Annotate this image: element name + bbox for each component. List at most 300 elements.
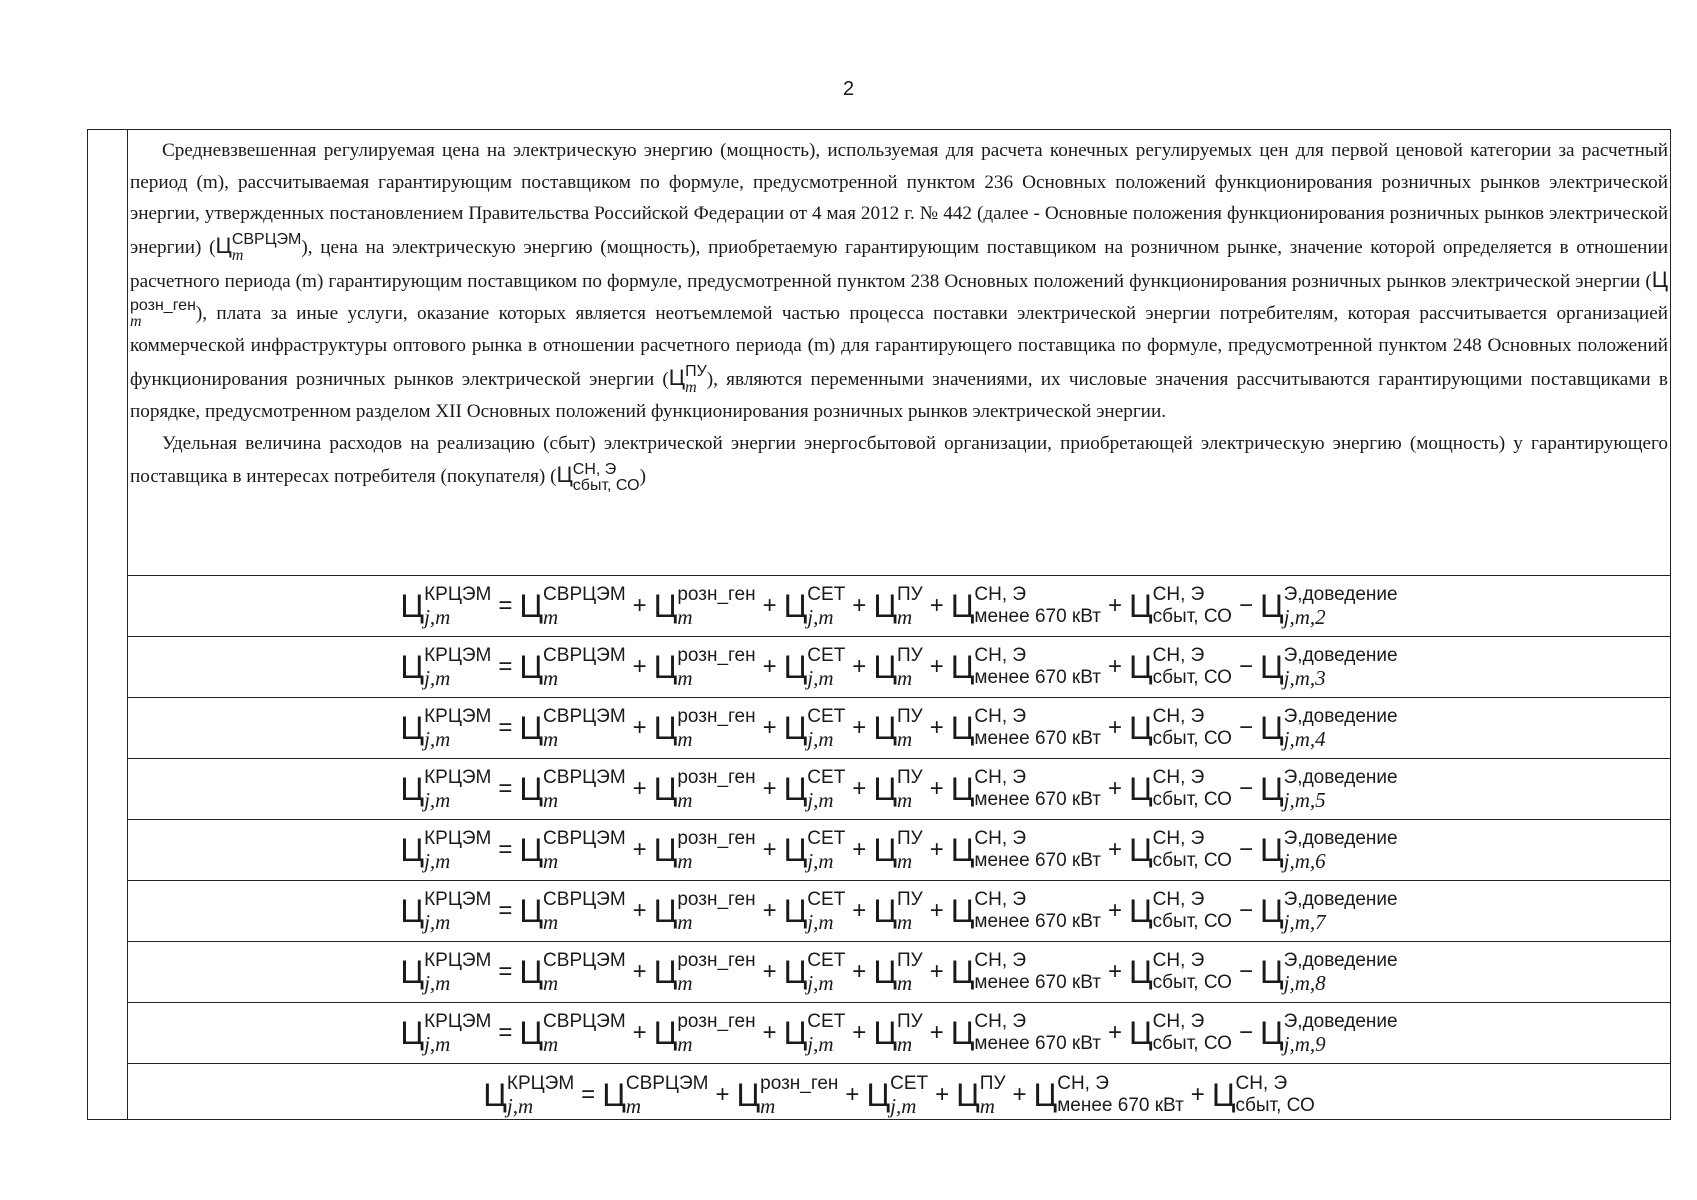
term-subscript: сбыт, СО	[1152, 972, 1232, 993]
term-subscript: j,m	[807, 849, 834, 873]
formula-term	[400, 1011, 491, 1055]
formula-term	[519, 767, 625, 811]
term-subscript: j,m	[424, 666, 451, 690]
symbol-c: Ц	[783, 893, 808, 929]
term-subscript: j,m	[424, 910, 451, 934]
term-subscript: m	[543, 727, 559, 751]
term-subscript: сбыт, СО	[1152, 667, 1232, 688]
symbol-c: Ц	[1129, 771, 1153, 807]
term-scripts	[897, 828, 923, 872]
term-scripts	[974, 828, 1101, 872]
term-subscript: j,m	[807, 727, 834, 751]
term-scripts	[677, 645, 755, 689]
symbol-c: Ц	[653, 1015, 678, 1051]
operator: +	[929, 775, 944, 802]
term-scripts	[507, 1073, 574, 1117]
term-scripts	[807, 828, 845, 872]
term-scripts	[543, 828, 626, 872]
term-superscript: ПУ	[896, 767, 923, 788]
term-superscript: СЕТ	[807, 889, 846, 910]
formula-row	[128, 1064, 1670, 1126]
term-subscript: менее 670 кВт	[1057, 1095, 1184, 1116]
operator: +	[632, 897, 647, 924]
term-scripts	[1284, 889, 1398, 933]
sub-m: m	[130, 313, 142, 331]
term-superscript: розн_ген	[677, 584, 756, 605]
operator: +	[929, 1019, 944, 1046]
formula-term	[519, 950, 625, 994]
term-scripts	[677, 889, 755, 933]
term-superscript: СЕТ	[807, 706, 846, 727]
symbol-c: Ц	[1259, 649, 1284, 685]
symbol-c: Ц	[873, 588, 897, 624]
symbol-c: Ц	[873, 771, 897, 807]
symbol-c: Ц	[653, 649, 678, 685]
formula-term	[873, 1011, 922, 1055]
term-subscript: m	[896, 727, 913, 751]
term-superscript: КРЦЭМ	[506, 1073, 575, 1094]
operator: +	[852, 775, 867, 802]
operator: +	[929, 897, 944, 924]
term-scripts	[424, 584, 491, 628]
formula-term	[1260, 645, 1398, 689]
symbol-c: Ц	[873, 893, 897, 929]
operator: +	[632, 958, 647, 985]
symbol-c: Ц	[1651, 267, 1668, 293]
symbol-c: Ц	[1259, 710, 1284, 746]
term-superscript: ПУ	[896, 645, 923, 666]
term-scripts	[1153, 584, 1232, 628]
term-subscript: сбыт, СО	[1235, 1095, 1315, 1116]
term-superscript: Э,доведение	[1283, 950, 1398, 971]
formula-term	[1129, 889, 1232, 933]
term-superscript: Э,доведение	[1283, 1011, 1398, 1032]
symbol-c: Ц	[736, 1077, 761, 1113]
operator: +	[762, 714, 777, 741]
formula-term	[519, 706, 625, 750]
formula	[400, 767, 1397, 811]
symbol-c: Ц	[956, 1077, 980, 1113]
term-superscript: СН, Э	[974, 706, 1027, 727]
sup-svrcem: СВРЦЭМ	[231, 231, 302, 249]
term-subscript: m	[896, 910, 913, 934]
operator: +	[632, 836, 647, 863]
term-scripts	[807, 889, 845, 933]
term-scripts	[1153, 889, 1232, 933]
operator: +	[1012, 1081, 1027, 1108]
formula-row	[128, 942, 1670, 1003]
symbol-c: Ц	[873, 832, 897, 868]
formula	[483, 1073, 1315, 1117]
term-subscript: j,m	[424, 849, 451, 873]
paragraph2-part1: Удельная величина расходов на реализацию (сбыт) электрической энергии энергосбытовой организации, приобретающей электрическую энергию (мощность) у гарантирующего поставщика в интересах потребителя (покупателя) (	[130, 432, 1668, 488]
formula-term	[873, 828, 922, 872]
operator: +	[762, 775, 777, 802]
term-subscript: сбыт, СО	[1152, 789, 1232, 810]
formula-term	[1260, 706, 1398, 750]
formula-term	[1260, 889, 1398, 933]
term-subscript: j,m	[807, 1032, 834, 1056]
term-scripts	[974, 950, 1101, 994]
formula-term	[951, 1011, 1101, 1055]
term-scripts	[974, 706, 1101, 750]
term-scripts	[543, 1011, 626, 1055]
term-scripts	[1153, 1011, 1232, 1055]
term-superscript: Э,доведение	[1283, 706, 1398, 727]
formula-term	[654, 584, 756, 628]
paragraph1-part2: ), цена на электрическую энергию (мощность), приобретаемую гарантирующим поставщиком на розничном рынке, значение которой определяется в отношении расчетного периода (m) гарантирующим поставщиком по формуле, предусмотренной пунктом 238 Основных положений функционирования розничных рынков электрической энергии (	[130, 236, 1668, 293]
formula-term	[873, 889, 922, 933]
operator: +	[762, 592, 777, 619]
term-subscript: менее 670 кВт	[974, 789, 1101, 810]
term-subscript: j,m	[807, 666, 834, 690]
operator: +	[1107, 897, 1122, 924]
term-superscript: розн_ген	[677, 645, 756, 666]
formula-term	[654, 706, 756, 750]
symbol-c: Ц	[1259, 771, 1284, 807]
term-superscript: Э,доведение	[1283, 889, 1398, 910]
left-column	[88, 130, 128, 1119]
operator: +	[632, 775, 647, 802]
term-scripts	[890, 1073, 928, 1117]
formula-term	[951, 950, 1101, 994]
formula-row	[128, 637, 1670, 698]
symbol-c: Ц	[400, 1015, 425, 1051]
formula-term	[784, 950, 846, 994]
symbol-c: Ц	[400, 588, 425, 624]
term-superscript: СН, Э	[1152, 767, 1205, 788]
term-subscript: m	[543, 1032, 559, 1056]
formula-term	[951, 828, 1101, 872]
formula-row	[128, 820, 1670, 881]
formula-term	[951, 645, 1101, 689]
paragraph-sales-costs	[130, 428, 1668, 494]
term-superscript: розн_ген	[677, 706, 756, 727]
term-subscript: сбыт, СО	[1152, 1033, 1232, 1054]
symbol-c: Ц	[783, 588, 808, 624]
term-superscript: СВРЦЭМ	[543, 706, 626, 727]
term-superscript: розн_ген	[677, 767, 756, 788]
term-subscript: j,m,7	[1283, 910, 1326, 934]
formula-term	[873, 645, 922, 689]
term-superscript: СВРЦЭМ	[543, 828, 626, 849]
symbol-c: Ц	[866, 1077, 891, 1113]
formula-term	[956, 1073, 1005, 1117]
term-superscript: КРЦЭМ	[424, 767, 492, 788]
operator: =	[498, 592, 513, 619]
operator: +	[935, 1081, 950, 1108]
operator: =	[498, 653, 513, 680]
formula-term	[1260, 584, 1398, 628]
operator: +	[1107, 958, 1122, 985]
term-superscript: СВРЦЭМ	[543, 584, 626, 605]
term-subscript: сбыт, СО	[1152, 850, 1232, 871]
term-subscript: m	[677, 727, 693, 751]
term-subscript: менее 670 кВт	[974, 1033, 1101, 1054]
term-superscript: розн_ген	[677, 1011, 756, 1032]
symbol-c: Ц	[1259, 832, 1284, 868]
term-superscript: СН, Э	[974, 889, 1027, 910]
symbol-c: Ц	[873, 710, 897, 746]
term-superscript: ПУ	[896, 950, 923, 971]
term-scripts	[1235, 1073, 1314, 1117]
formula-term	[400, 767, 491, 811]
formula-term	[1212, 1073, 1315, 1117]
formula-term	[602, 1073, 708, 1117]
term-superscript: СН, Э	[974, 1011, 1027, 1032]
term-superscript: Э,доведение	[1283, 828, 1398, 849]
formula-term	[400, 645, 491, 689]
term-superscript: СН, Э	[1235, 1073, 1288, 1094]
term-subscript: сбыт, СО	[1152, 606, 1232, 627]
tariff-table	[87, 129, 1671, 1120]
symbol-c: Ц	[1129, 710, 1153, 746]
formula-term	[873, 706, 922, 750]
term-subscript: m	[543, 666, 559, 690]
page-number: 2	[842, 78, 855, 100]
term-subscript: m	[896, 605, 913, 629]
term-subscript: m	[543, 971, 559, 995]
term-superscript: СН, Э	[1152, 889, 1205, 910]
formula-term	[400, 889, 491, 933]
term-scripts	[677, 828, 755, 872]
paragraph1-part1: Средневзвешенная регулируемая цена на электрическую энергию (мощность), используемая для расчета конечных регулируемых цен для первой ценовой категории за расчетный период (m), рассчитываемая гарантирующим поставщиком по формуле, предусмотренной пунктом 236 Основных положений функционирования розничных рынков электрической энергии, утвержденных постановлением Правительства Российской Федерации от 4 мая 2012 г. № 442 (далее - Основные положения функционирования розничных рынков электрической энергии) (	[130, 140, 1668, 258]
symbol-c: Ц	[519, 649, 544, 685]
term-subscript: j,m	[424, 971, 451, 995]
term-scripts	[897, 889, 923, 933]
term-scripts	[424, 889, 491, 933]
term-superscript: СЕТ	[807, 645, 846, 666]
formula-term	[784, 828, 846, 872]
symbol-c: Ц	[873, 1015, 897, 1051]
term-scripts	[1057, 1073, 1184, 1117]
symbol-c: Ц	[783, 649, 808, 685]
formula-term	[784, 1011, 846, 1055]
term-scripts	[543, 950, 626, 994]
term-scripts	[974, 767, 1101, 811]
paragraph1-part3: ), плата за иные услуги, оказание которых является неотъемлемой частью процесса поставки электрической энергии потребителям, которая рассчитывается организацией коммерческой инфраструктуры оптового рынка в отношении расчетного периода (m) для гарантирующего поставщика по формуле, предусмотренной пунктом 248 Основных положений функционирования розничных рынков электрической энергии (	[130, 302, 1668, 390]
symbol-c: Ц	[653, 832, 678, 868]
term-scripts	[1153, 645, 1232, 689]
term-scripts	[807, 767, 845, 811]
term-scripts	[897, 1011, 923, 1055]
operator: −	[1238, 714, 1253, 741]
term-subscript: m	[677, 1032, 693, 1056]
term-scripts	[974, 889, 1101, 933]
operator: +	[852, 1019, 867, 1046]
formula-term	[519, 584, 625, 628]
term-subscript: сбыт, СО	[1152, 728, 1232, 749]
term-subscript: m	[677, 971, 693, 995]
term-subscript: менее 670 кВт	[974, 911, 1101, 932]
formula-term	[1260, 767, 1398, 811]
operator: +	[1107, 775, 1122, 802]
term-superscript: ПУ	[896, 1011, 923, 1032]
term-scripts	[1153, 767, 1232, 811]
symbol-c: Ц	[783, 832, 808, 868]
formula-term	[1260, 828, 1398, 872]
operator: +	[762, 836, 777, 863]
operator: −	[1238, 958, 1253, 985]
term-superscript: розн_ген	[677, 828, 756, 849]
term-superscript: СВРЦЭМ	[543, 767, 626, 788]
formula-term	[1129, 767, 1232, 811]
term-scripts	[424, 828, 491, 872]
term-subscript: m	[625, 1094, 642, 1118]
formula-term	[951, 767, 1101, 811]
formula-term	[654, 950, 756, 994]
term-scripts	[760, 1073, 838, 1117]
term-scripts	[974, 584, 1101, 628]
term-superscript: розн_ген	[677, 950, 756, 971]
symbol-c: Ц	[783, 771, 808, 807]
term-subscript: m	[677, 849, 693, 873]
term-subscript: j,m,3	[1283, 666, 1326, 690]
sub-sbyt-co: сбыт, СО	[572, 476, 640, 494]
operator: −	[1238, 1019, 1253, 1046]
term-subscript: j,m,5	[1283, 788, 1326, 812]
formula-term	[654, 1011, 756, 1055]
term-subscript: j,m	[807, 971, 834, 995]
symbol-c: Ц	[653, 588, 678, 624]
term-superscript: СВРЦЭМ	[543, 1011, 626, 1032]
term-superscript: розн_ген	[677, 889, 756, 910]
symbol-c: Ц	[519, 893, 544, 929]
formula-term	[1129, 645, 1232, 689]
term-superscript: СН, Э	[1057, 1073, 1109, 1094]
term-subscript: m	[543, 788, 559, 812]
symbol-c: Ц	[653, 893, 678, 929]
term-superscript: КРЦЭМ	[424, 889, 492, 910]
term-superscript: ПУ	[896, 584, 923, 605]
term-subscript: менее 670 кВт	[974, 972, 1101, 993]
symbol-c: Ц	[1129, 832, 1153, 868]
formula-term	[1129, 706, 1232, 750]
formula-term	[519, 828, 625, 872]
term-scripts	[1284, 706, 1398, 750]
term-subscript: j,m	[890, 1094, 917, 1118]
term-superscript: СН, Э	[974, 645, 1027, 666]
term-superscript: СЕТ	[807, 1011, 846, 1032]
term-superscript: СН, Э	[1152, 706, 1205, 727]
term-scripts	[974, 1011, 1101, 1055]
term-scripts	[626, 1073, 709, 1117]
formula-term	[519, 1011, 625, 1055]
term-superscript: СЕТ	[807, 950, 846, 971]
term-subscript: j,m	[807, 910, 834, 934]
term-superscript: КРЦЭМ	[424, 828, 492, 849]
formula-term	[1129, 1011, 1232, 1055]
term-superscript: СН, Э	[974, 584, 1027, 605]
symbol-c: Ц	[400, 710, 425, 746]
term-superscript: Э,доведение	[1283, 584, 1398, 605]
symbol-c: Ц	[950, 893, 975, 929]
term-scripts	[980, 1073, 1006, 1117]
symbol-c: Ц	[1259, 588, 1284, 624]
symbol-c: Ц	[1129, 893, 1153, 929]
symbol-c: Ц	[1129, 588, 1153, 624]
symbol-c: Ц	[668, 364, 686, 390]
term-subscript: менее 670 кВт	[974, 850, 1101, 871]
operator: +	[852, 653, 867, 680]
term-superscript: ПУ	[896, 828, 923, 849]
sup-pu: ПУ	[685, 363, 707, 381]
symbol-c: Ц	[873, 649, 897, 685]
term-subscript: m	[979, 1094, 995, 1118]
term-superscript: Э,доведение	[1283, 767, 1398, 788]
term-subscript: m	[896, 849, 913, 873]
operator: =	[498, 836, 513, 863]
term-subscript: m	[677, 605, 693, 629]
term-scripts	[974, 645, 1101, 689]
term-scripts	[543, 584, 626, 628]
term-subscript: m	[760, 1094, 776, 1118]
symbol-c: Ц	[950, 832, 975, 868]
operator: +	[715, 1081, 730, 1108]
term-subscript: j,m,8	[1283, 971, 1326, 995]
term-scripts	[677, 767, 755, 811]
term-scripts	[1284, 1011, 1398, 1055]
paragraph-prices	[130, 135, 1668, 428]
term-superscript: СН, Э	[974, 767, 1027, 788]
term-scripts	[424, 767, 491, 811]
operator: =	[581, 1081, 596, 1108]
term-scripts	[807, 1011, 845, 1055]
formula-term	[654, 645, 756, 689]
term-superscript: СЕТ	[807, 767, 846, 788]
formula	[400, 584, 1397, 628]
term-scripts	[677, 706, 755, 750]
symbol-c: Ц	[1129, 649, 1153, 685]
symbol-c: Ц	[653, 954, 678, 990]
symbol-c: Ц	[950, 649, 975, 685]
operator: +	[929, 958, 944, 985]
term-superscript: СЕТ	[890, 1073, 929, 1094]
symbol-c: Ц	[1033, 1077, 1058, 1113]
term-superscript: СН, Э	[1152, 1011, 1205, 1032]
term-subscript: m	[543, 849, 559, 873]
term-scripts	[897, 706, 923, 750]
operator: +	[852, 592, 867, 619]
symbol-sbyt-scripts	[573, 462, 640, 494]
sub-m: m	[231, 247, 244, 265]
term-superscript: СН, Э	[1152, 584, 1205, 605]
formula-term	[951, 706, 1101, 750]
operator: +	[632, 1019, 647, 1046]
term-subscript: m	[896, 1032, 913, 1056]
term-subscript: j,m	[424, 788, 451, 812]
operator: +	[1190, 1081, 1205, 1108]
operator: =	[498, 775, 513, 802]
symbol-c: Ц	[400, 649, 425, 685]
term-scripts	[424, 1011, 491, 1055]
symbol-pu-scripts	[685, 364, 707, 396]
term-subscript: j,m	[424, 727, 451, 751]
term-scripts	[424, 950, 491, 994]
term-superscript: Э,доведение	[1283, 645, 1398, 666]
term-scripts	[897, 584, 923, 628]
formula-term	[873, 950, 922, 994]
symbol-c: Ц	[519, 1015, 544, 1051]
symbol-c: Ц	[1211, 1077, 1236, 1113]
term-superscript: КРЦЭМ	[424, 706, 492, 727]
term-superscript: КРЦЭМ	[424, 1011, 492, 1032]
formula-term	[866, 1073, 928, 1117]
formula-term	[873, 584, 922, 628]
operator: −	[1238, 775, 1253, 802]
operator: +	[1107, 714, 1122, 741]
term-superscript: ПУ	[896, 706, 923, 727]
